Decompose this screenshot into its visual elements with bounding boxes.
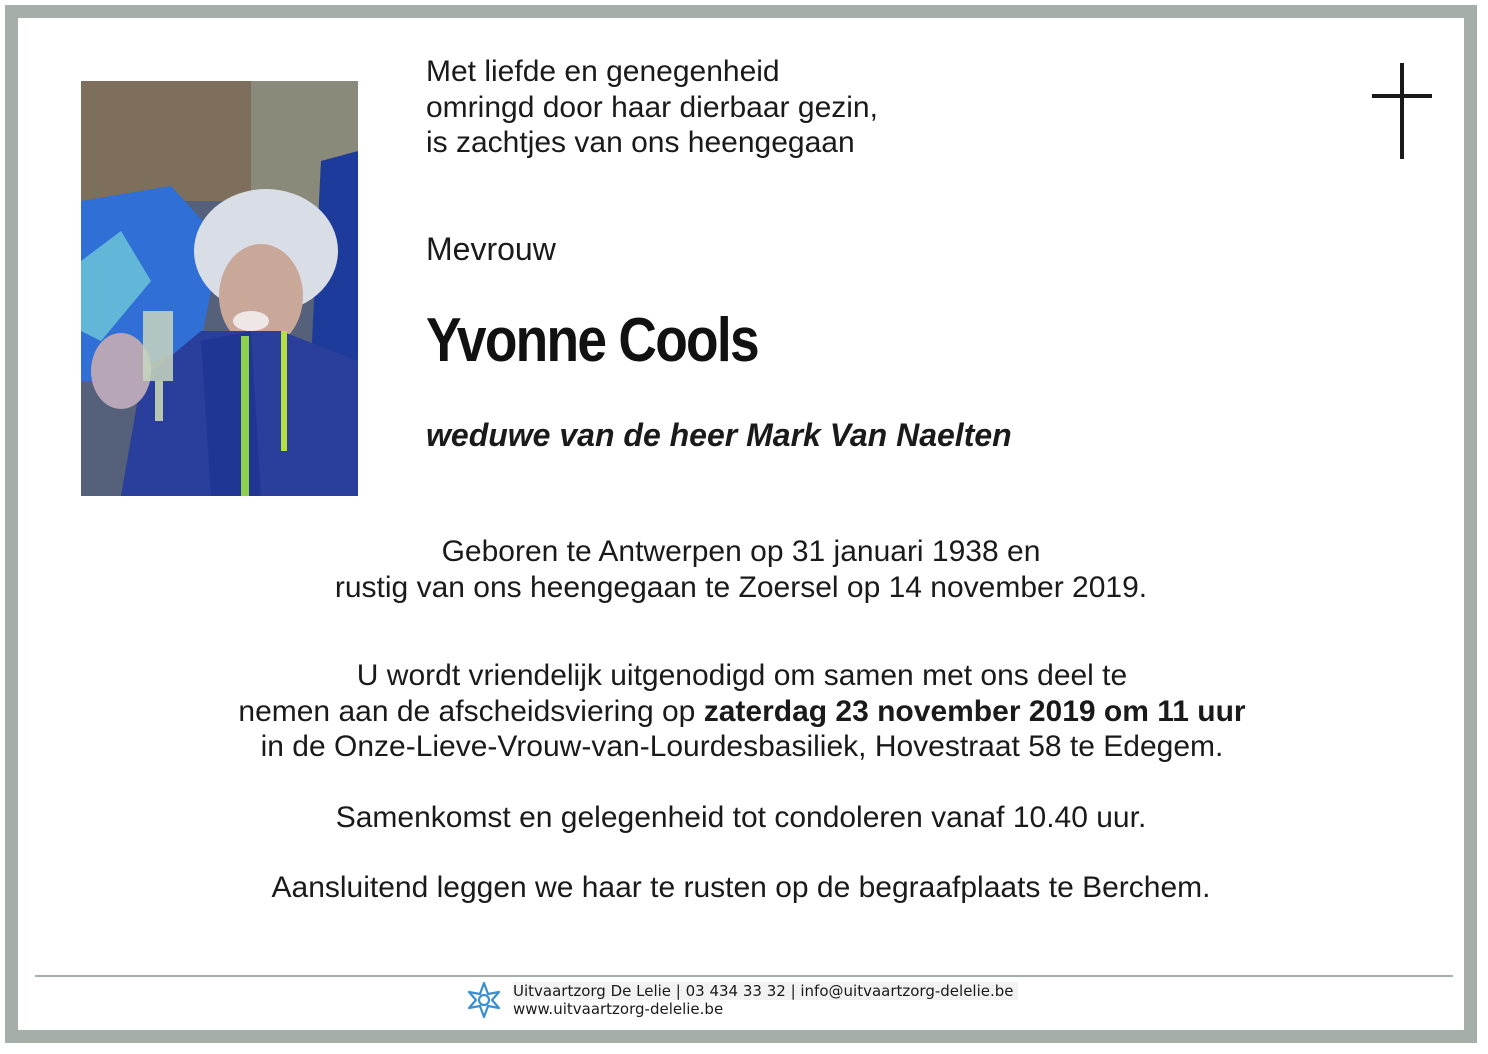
gathering-text [0, 800, 1485, 836]
deceased-name: Yvonne Cools [426, 306, 758, 375]
intro-line: omringd door haar dierbaar gezin, [426, 90, 878, 124]
gathering-line: Samenkomst en gelegenheid tot condoleren vanaf 10.40 uur. [335, 801, 1147, 834]
burial-line: Aansluitend leggen we haar te rusten op de begraafplaats te Berchem. [271, 871, 1211, 904]
death-line: rustig van ons heengegaan te Zoersel op 14 november 2019. [334, 570, 1148, 604]
funeral-home-footer [465, 981, 1025, 1021]
footer-divider [35, 975, 1453, 977]
invitation-line-2-prefix: nemen aan de afscheidsviering op [238, 694, 704, 728]
intro-text [426, 54, 878, 161]
footer-contact-line: Uitvaartzorg De Lelie | 03 434 33 32 | info@uitvaartzorg-delelie.be [513, 982, 1018, 1000]
footer-website-link[interactable]: www.uitvaartzorg-delelie.be [513, 1000, 724, 1018]
portrait-photo [81, 81, 358, 496]
portrait-photo-image [81, 81, 358, 496]
invitation-line-2 [0, 694, 1486, 730]
burial-text [0, 870, 1485, 906]
spouse-line: weduwe van de heer Mark Van Naelten [426, 417, 1012, 453]
invitation-text [0, 658, 1486, 765]
lily-star-icon [465, 981, 503, 1019]
invitation-line-3: in de Onze-Lieve-Vrouw-van-Lourdesbasiliek, Hovestraat 58 te Edegem. [260, 730, 1224, 763]
cross-icon [1372, 63, 1432, 159]
intro-line: Met liefde en genegenheid [426, 55, 780, 88]
invitation-line-1: U wordt vriendelijk uitgenodigd om samen met ons deel te [356, 659, 1128, 692]
intro-line: is zachtjes van ons heengegaan [426, 126, 855, 159]
footer-text [513, 982, 1018, 1018]
honorific-title: Mevrouw [426, 231, 556, 267]
birth-death-text [0, 534, 1485, 605]
birth-line: Geboren te Antwerpen op 31 januari 1938 en [441, 535, 1041, 568]
ceremony-datetime: zaterdag 23 november 2019 om 11 uur [703, 694, 1246, 728]
